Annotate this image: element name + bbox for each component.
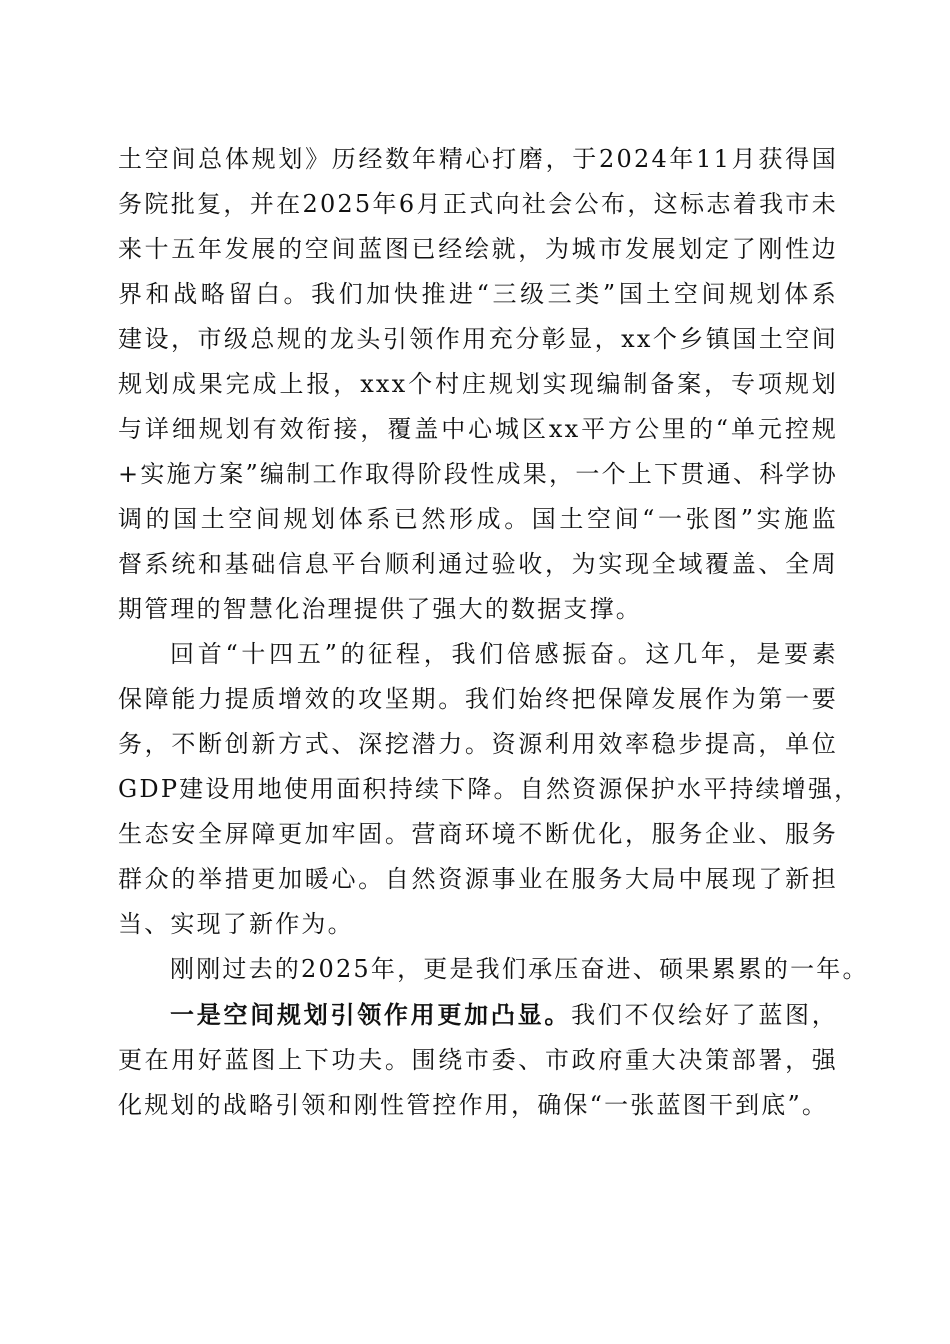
text-line: 调的国土空间规划体系已然形成。国土空间“一张图”实施监: [118, 505, 838, 533]
text-line: 规划成果完成上报，xxx个村庄规划实现编制备案，专项规划: [118, 370, 838, 398]
text-line: 土空间总体规划》历经数年精心打磨，于2024年11月获得国: [118, 145, 838, 173]
paragraph-year-2025: [118, 947, 869, 992]
bold-lead-heading: 一是空间规划引领作用更加凸显。: [170, 1000, 572, 1029]
text-line: 刚刚过去的2025年，更是我们承压奋进、硕果累累的一年。: [170, 955, 869, 983]
text-line: 督系统和基础信息平台顺利通过验收，为实现全域覆盖、全周: [118, 550, 838, 578]
text-line: 回首“十四五”的征程，我们倍感振奋。这几年，是要素: [170, 640, 838, 668]
text-line: 与详细规划有效衔接，覆盖中心城区xx平方公里的“单元控规: [118, 415, 838, 443]
text-line: 来十五年发展的空间蓝图已经绘就，为城市发展划定了刚性边: [118, 235, 838, 263]
text-line: [118, 992, 838, 1038]
text-line: 当、实现了新作为。: [118, 910, 354, 938]
document-body: [118, 137, 869, 1128]
text-line: 保障能力提质增效的攻坚期。我们始终把保障发展作为第一要: [118, 685, 838, 713]
text-line: 界和战略留白。我们加快推进“三级三类”国土空间规划体系: [118, 280, 838, 308]
text-line: +实施方案”编制工作取得阶段性成果，一个上下贯通、科学协: [118, 460, 838, 488]
text-line: 务，不断创新方式、深挖潜力。资源利用效率稳步提高，单位: [118, 730, 838, 758]
paragraph-review-fourteenth-plan: [118, 632, 861, 947]
text-line: 期管理的智慧化治理提供了强大的数据支撑。: [118, 595, 642, 623]
paragraph-planning-system: [118, 137, 838, 632]
text-line: 群众的举措更加暖心。自然资源事业在服务大局中展现了新担: [118, 865, 838, 893]
text-line: 更在用好蓝图上下功夫。围绕市委、市政府重大决策部署，强: [118, 1046, 838, 1074]
text-line: 务院批复，并在2025年6月正式向社会公布，这标志着我市未: [118, 190, 838, 218]
text-line: 化规划的战略引领和刚性管控作用，确保“一张蓝图干到底”。: [118, 1091, 829, 1119]
text-line: 建设，市级总规的龙头引领作用充分彰显，xx个乡镇国土空间: [118, 325, 838, 353]
text-line: GDP建设用地使用面积持续下降。自然资源保护水平持续增强，: [118, 775, 861, 803]
text-line: 生态安全屏障更加牢固。营商环境不断优化，服务企业、服务: [118, 820, 838, 848]
paragraph-spatial-planning: [118, 992, 838, 1128]
text-segment: 我们不仅绘好了蓝图，: [571, 1001, 838, 1029]
